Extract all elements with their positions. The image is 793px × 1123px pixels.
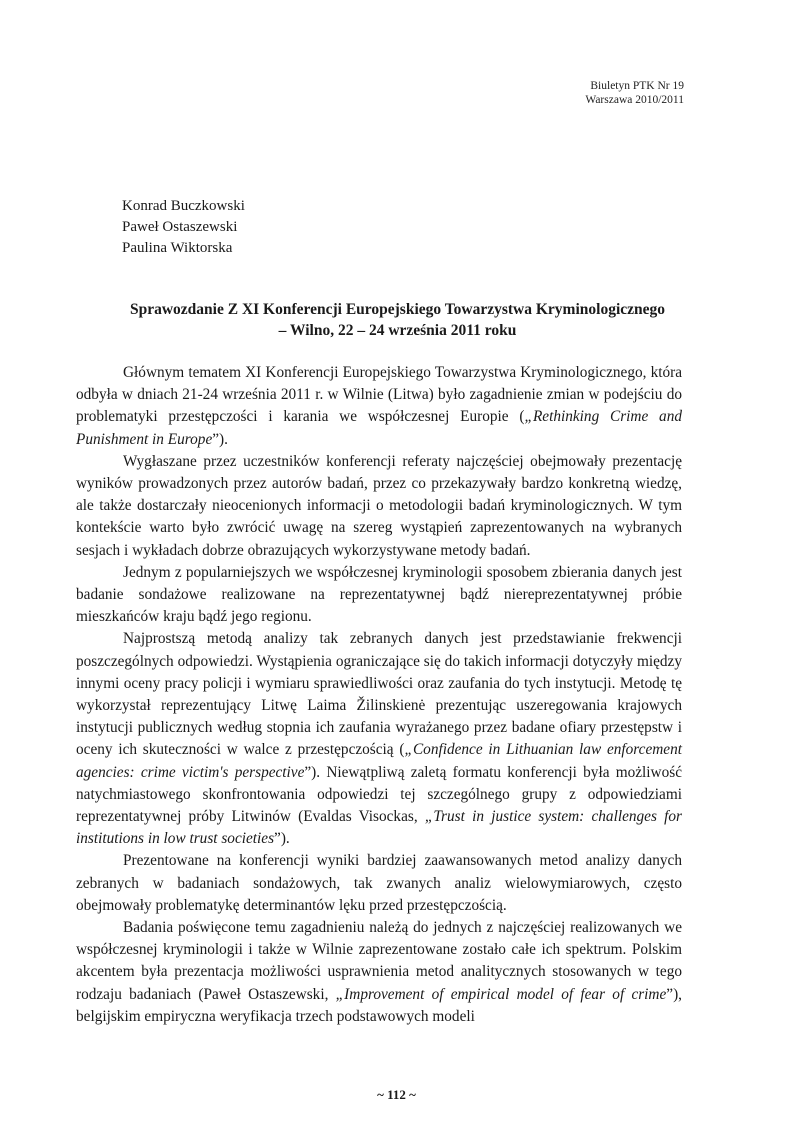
journal-place-year: Warszawa 2010/2011: [585, 94, 684, 106]
title-citation: „Trust in justice system: challenges for institutions in low trust societies: [76, 808, 682, 848]
paragraph-1: Głównym tematem XI Konferencji Europejskiego Towarzystwa Kryminologicznego, która odbyła w dniach 21-24 września 2011 r. w Wilnie (Litwa) było zagadnienie zmian w podejściu do problematyki przestępczości i karania we współczesnej Europie („Rethinking Crime and Punishment in Europe”).: [76, 364, 682, 448]
journal-name: Biuletyn PTK Nr 19: [590, 80, 684, 92]
paragraph-5: Prezentowane na konferencji wyniki bardziej zaawansowanych metod analizy danych zebranych w badaniach sondażowych, tak zwanych analiz wielowymiarowych, często obejmowały problematykę determinantów lęku przed przestępczością.: [76, 852, 682, 914]
paragraph-2: Wygłaszane przez uczestników konferencji referaty najczęściej obejmowały prezentację wyników prowadzonych przez autorów badań, przez co przekazywały bardzo konkretną wiedzę, ale także dostarczały nieocenionych informacji o metodologii badań kryminologicznych. W tym kontekście warto było zwrócić uwagę na szereg wystąpień zaprezentowanych na wybranych sesjach i wykładach dobrze obrazujących wykorzystywane metody badań.: [76, 452, 682, 559]
author-list: [122, 196, 245, 259]
title-citation: „Rethinking Crime and Punishment in Europe: [76, 408, 682, 448]
paragraph-3: Jednym z popularniejszych we współczesnej kryminologii sposobem zbierania danych jest badanie sondażowe realizowane na reprezentatywnej bądź niereprezentatywnej próbie mieszkańców kraju bądź jego regionu.: [76, 563, 682, 626]
title-citation: „Confidence in Lithuanian law enforcement agencies: crime victim's perspective: [76, 741, 682, 781]
title-line-1: Sprawozdanie Z XI Konferencji Europejskiego Towarzystwa Kryminologicznego: [129, 301, 666, 318]
journal-header: [585, 79, 684, 107]
paragraph-4: Najprostszą metodą analizy tak zebranych danych jest przedstawianie frekwencji poszczególnych odpowiedzi. Wystąpienia ograniczające się do takich informacji dotyczyły między innymi oceny pracy policji i wymiaru sprawiedliwości oraz zaufania do tych instytucji. Metodę tę wykorzystał reprezentujący Litwę Laima Žilinskienė prezentując uszeregowania krajowych instytucji publicznych według stopnia ich zaufania wyrażanego przez badane ofiary przestępstw i oceny ich skuteczności w walce z przestępczością („Confidence in Lithuanian law enforcement agencies: crime victim's perspective”). Niewątpliwą zaletą formatu konferencji była możliwość natychmiastowego skonfrontowania odpowiedzi tej szczególnego grupy z odpowiedziami reprezentatywnej próby Litwinów (Evaldas Visockas, „Trust in justice system: challenges for institutions in low trust societies”).: [76, 630, 682, 848]
author: Konrad Buczkowski: [122, 198, 245, 214]
author: Paulina Wiktorska: [122, 240, 233, 256]
document-title: [70, 299, 725, 341]
title-line-2: – Wilno, 22 – 24 września 2011 roku: [278, 322, 517, 339]
title-citation: „Improvement of empirical model of fear of crime: [335, 985, 667, 1003]
body-text: [76, 362, 682, 1028]
author: Paweł Ostaszewski: [122, 219, 238, 235]
paragraph-6: Badania poświęcone temu zagadnieniu należą do jednych z najczęściej realizowanych we współczesnej kryminologii i także w Wilnie zaprezentowane zostało całe ich spektrum. Polskim akcentem była prezentacja możliwości usprawnienia metod analitycznych stosowanych w tego rodzaju badaniach (Paweł Ostaszewski, „Improvement of empirical model of fear of crime”), belgijskim empiryczna weryfikacja trzech podstawowych modeli: [76, 919, 682, 1025]
page-number: ~ 112 ~: [377, 1087, 416, 1102]
